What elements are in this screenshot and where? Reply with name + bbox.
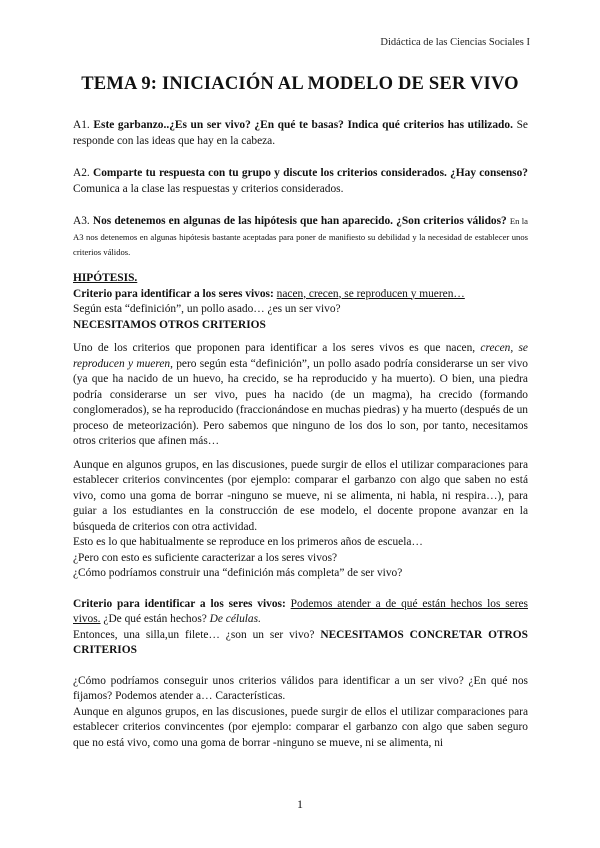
criterion-2-answer: De células. bbox=[209, 613, 261, 625]
roast-chicken-question: Según esta “definición”, un pollo asado… ¿es un ser vivo? bbox=[73, 303, 341, 315]
criterion-1-value: nacen, crecen, se reproducen y mueren… bbox=[276, 287, 465, 300]
question-sufficient: ¿Pero con esto es suficiente caracterizar a los seres vivos? bbox=[73, 551, 338, 564]
a1-question: Este garbanzo..¿Es un ser vivo? ¿En qué te basas? Indica qué criterios has utilizado. bbox=[93, 119, 513, 131]
paragraph-criteria: Uno de los criterios que proponen para identificar a los seres vivos es que nacen, crecen, se reproducen y mueren, pero según esta “definición”, un pollo asado podría considerarse un ser vivo (ya que ha nacido de un huevo, ha crecido, se ha reproducido y ha muerto). O bien, una piedra podría considerarse un ser vivo, pues ha nacido (de un magma), ha crecido (formando conglomerados), se ha reproducido (fraccionándose en muchas piedras) y ha muerto (después de un proceso de meteorización). Pero sabemos que ninguno de los dos lo son, por tanto, necesitamos otros criterios que afinen más… bbox=[73, 342, 528, 447]
hypotheses-section bbox=[73, 271, 528, 751]
activity-a3 bbox=[73, 214, 528, 261]
need-criteria-heading: NECESITAMOS OTROS CRITERIOS bbox=[73, 318, 266, 331]
paragraph-school-years: Esto es lo que habitualmente se reproduce en los primeros años de escuela… bbox=[73, 536, 423, 548]
a2-question: Comparte tu respuesta con tu grupo y discute los criterios considerados. ¿Hay consenso? bbox=[93, 167, 528, 179]
a3-number: A3. bbox=[73, 215, 90, 227]
criterion-2 bbox=[73, 597, 528, 628]
question-definition: ¿Cómo podríamos construir una “definición más completa” de ser vivo? bbox=[73, 567, 403, 579]
paragraph-comparisons: Aunque en algunos grupos, en las discusiones, puede surgir de ellos el utilizar comparaciones para establecer criterios convincentes (por ejemplo: comparar el garbanzo con algo que saben no está vivo, como una goma de borrar -ninguno se mueve, ni se alimenta, ni habla, ni respira…), para guiar a los estudiantes en la construcción de ese modelo, el docente propone avanzar en la búsqueda de criterios con otra actividad. bbox=[73, 458, 528, 533]
page-title: TEMA 9: INICIACIÓN AL MODELO DE SER VIVO bbox=[81, 74, 519, 94]
a2-answer: Comunica a la clase las respuestas y criterios considerados. bbox=[73, 182, 344, 195]
running-header: Didáctica de las Ciencias Sociales I bbox=[380, 37, 530, 48]
chair-question: Entonces, una silla,un filete… ¿son un ser vivo? NECESITAMOS CONCRETAR OTROS CRITERIOS bbox=[73, 628, 528, 656]
paragraph-comparisons-2: Aunque en algunos grupos, en las discusiones, puede surgir de ellos el utilizar comparaciones para establecer criterios convincentes (por ejemplo: comparar el garbanzo con algo que saben seguro que no está vivo, como una goma de borrar -ninguno se mueve, ni se alimenta, ni bbox=[73, 705, 528, 749]
activity-a2 bbox=[73, 166, 528, 197]
criterion-2-label: Criterio para identificar a los seres vivos: bbox=[73, 597, 286, 610]
page-number: 1 bbox=[297, 797, 303, 811]
a2-number: A2. bbox=[73, 167, 90, 179]
activity-a1 bbox=[73, 118, 528, 149]
a3-question: Nos detenemos en algunas de las hipótesis que han aparecido. ¿Son criterios válidos? bbox=[92, 215, 507, 227]
a3-answer: En la A3 nos detenemos en algunas hipótesis bastante aceptadas para poner de manifiesto su debilidad y la necesidad de establecer unos criterios válidos. bbox=[73, 216, 528, 257]
criterion-1-label: Criterio para identificar a los seres vivos: bbox=[73, 287, 274, 300]
a1-number: A1. bbox=[73, 119, 90, 131]
criterion-2-value: Podemos atender a de qué están hechos los seres vivos. bbox=[73, 597, 528, 625]
hypotheses-heading: HIPÓTESIS. bbox=[73, 272, 138, 284]
a1-answer: Se responde con las ideas que hay en la cabeza. bbox=[73, 119, 528, 147]
need-concrete-heading: NECESITAMOS CONCRETAR OTROS CRITERIOS bbox=[73, 628, 528, 656]
paragraph-valid-criteria: ¿Cómo podríamos conseguir unos criterios válidos para identificar a un ser vivo? ¿En qué nos fijamos? Podemos atender a… Características. bbox=[73, 674, 528, 702]
criterion-2-question: ¿De qué están hechos? bbox=[103, 613, 207, 625]
italic-phrase: crecen, se reproducen y mueren bbox=[73, 342, 528, 370]
